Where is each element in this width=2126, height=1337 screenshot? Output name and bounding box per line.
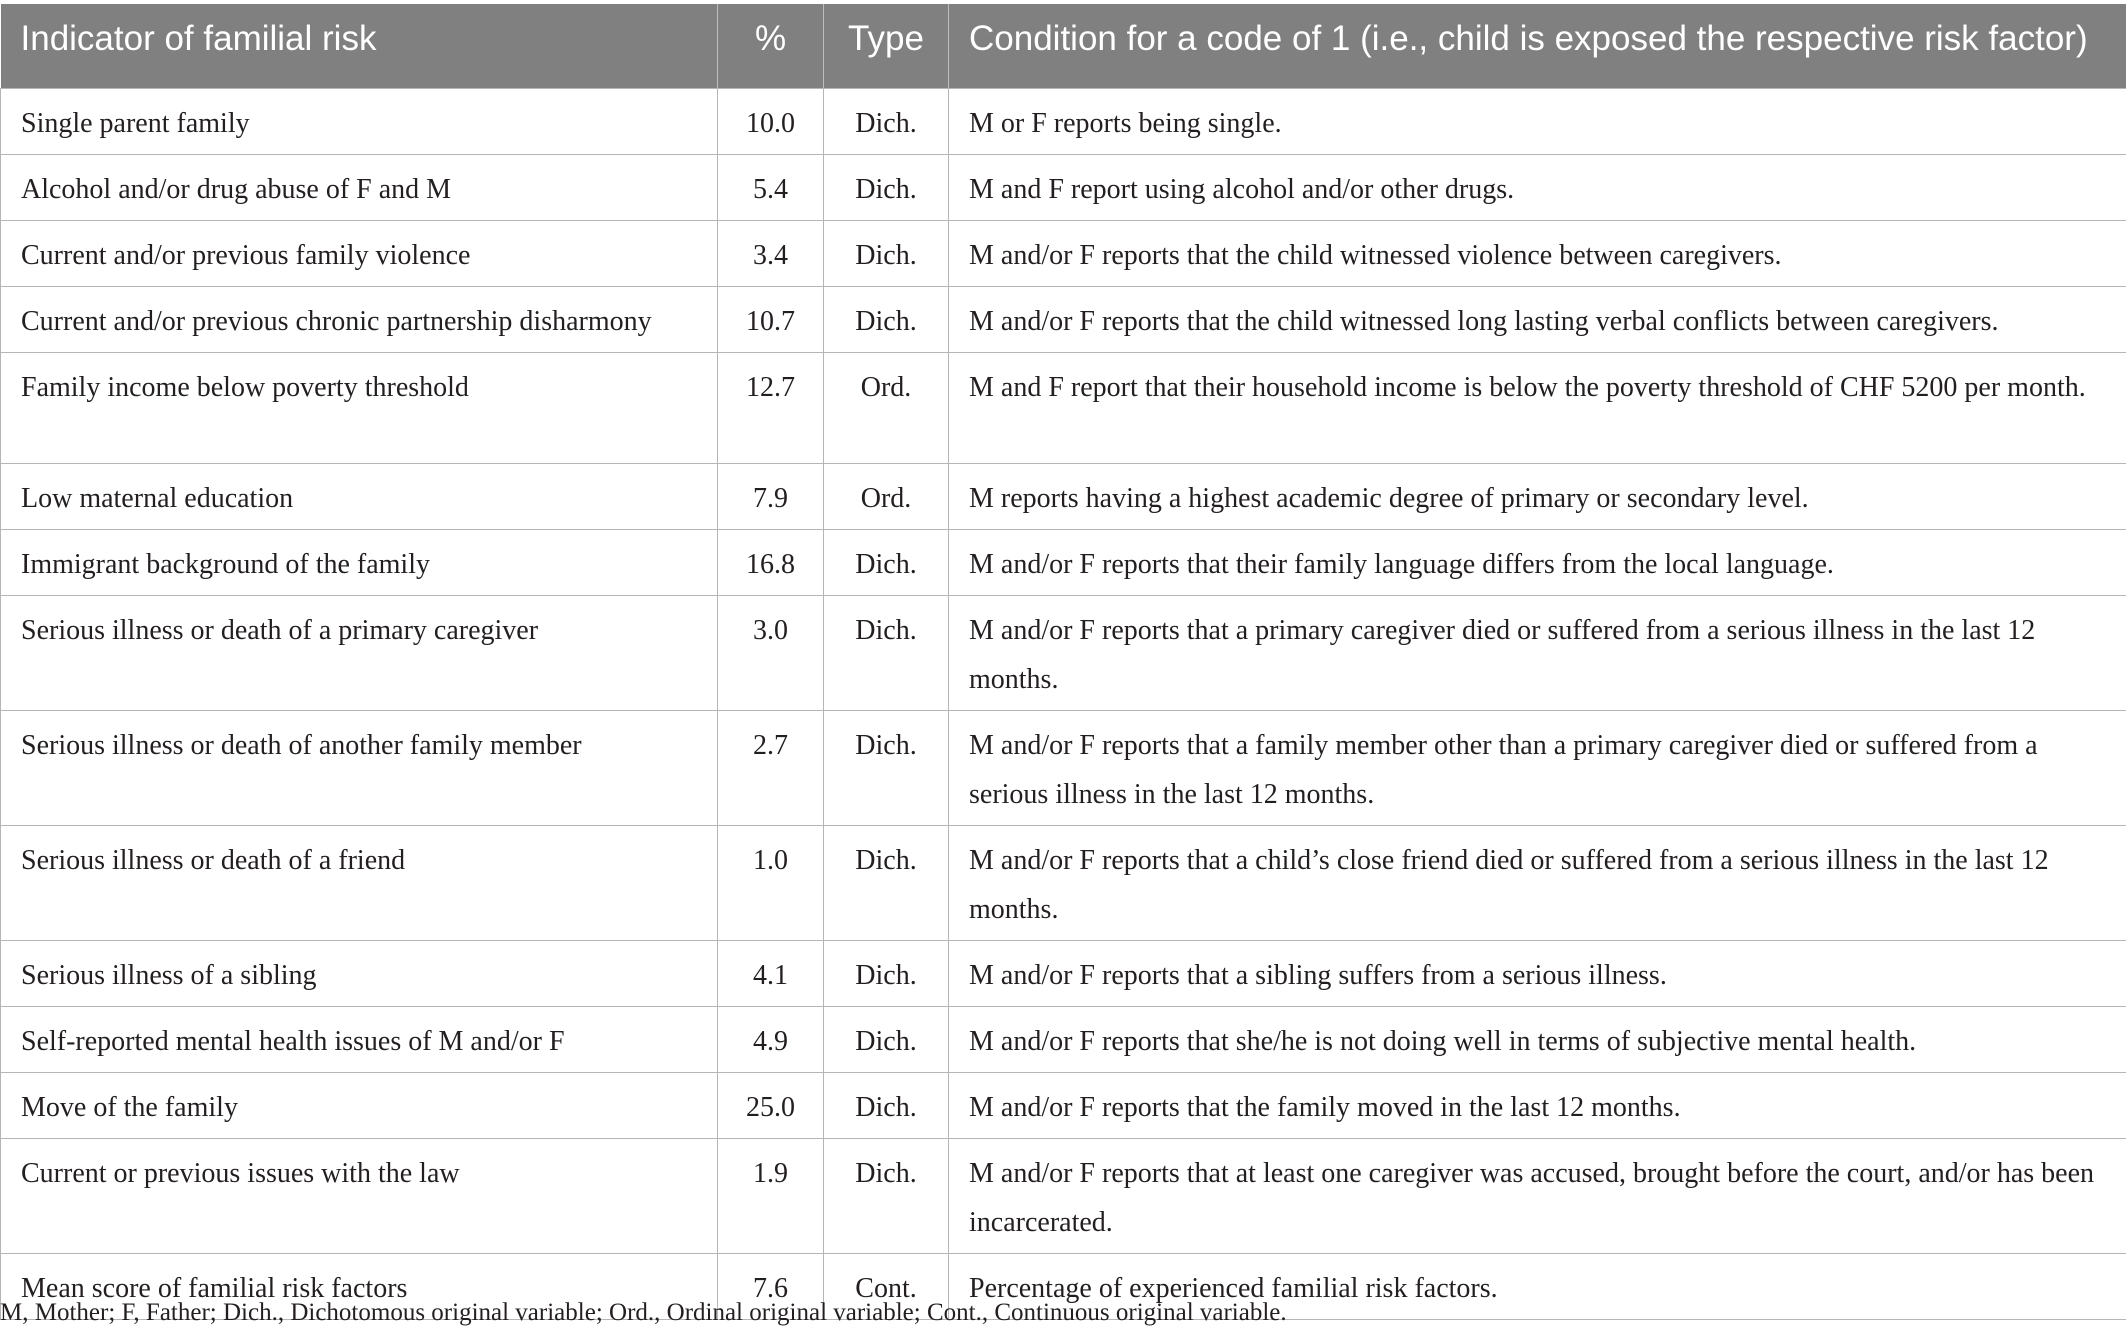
table-row [1, 710, 2126, 825]
table-row [1, 825, 2126, 940]
cell-percent: 3.0 [718, 595, 824, 710]
table-row [1, 154, 2126, 220]
cell-type: Ord. [824, 463, 949, 529]
cell-condition: M and/or F reports that at least one caregiver was accused, brought before the court, and/or has been incarcerated. [949, 1138, 2126, 1253]
cell-percent: 12.7 [718, 352, 824, 463]
cell-type: Ord. [824, 352, 949, 463]
cell-type: Cont. [824, 1253, 949, 1319]
header-type: Type [824, 4, 949, 88]
cell-condition: M or F reports being single. [949, 88, 2126, 154]
cell-indicator: Current or previous issues with the law [1, 1138, 718, 1253]
table-row [1, 529, 2126, 595]
cell-percent: 5.4 [718, 154, 824, 220]
cell-percent: 7.9 [718, 463, 824, 529]
cell-indicator: Current and/or previous family violence [1, 220, 718, 286]
cell-percent: 7.6 [718, 1253, 824, 1319]
table-row [1, 1006, 2126, 1072]
cell-percent: 10.0 [718, 88, 824, 154]
table-row [1, 1138, 2126, 1253]
cell-type: Dich. [824, 154, 949, 220]
cell-indicator: Self-reported mental health issues of M and/or F [1, 1006, 718, 1072]
table-row [1, 463, 2126, 529]
cell-condition: M and F report that their household income is below the poverty threshold of CHF 5200 per month. [949, 352, 2126, 463]
cell-indicator: Mean score of familial risk factors [1, 1253, 718, 1319]
cell-type: Dich. [824, 825, 949, 940]
cell-indicator: Serious illness or death of another family member [1, 710, 718, 825]
cell-percent: 16.8 [718, 529, 824, 595]
cell-indicator: Serious illness of a sibling [1, 940, 718, 1006]
cell-indicator: Family income below poverty threshold [1, 352, 718, 463]
header-percent: % [718, 4, 824, 88]
cell-percent: 2.7 [718, 710, 824, 825]
cell-type: Dich. [824, 1006, 949, 1072]
cell-indicator: Immigrant background of the family [1, 529, 718, 595]
cell-percent: 4.1 [718, 940, 824, 1006]
cell-indicator: Single parent family [1, 88, 718, 154]
cell-percent: 4.9 [718, 1006, 824, 1072]
cell-type: Dich. [824, 88, 949, 154]
cell-condition: M and/or F reports that a family member other than a primary caregiver died or suffered from a serious illness in the last 12 months. [949, 710, 2126, 825]
cell-indicator: Current and/or previous chronic partnership disharmony [1, 286, 718, 352]
cell-percent: 10.7 [718, 286, 824, 352]
table-row [1, 595, 2126, 710]
cell-type: Dich. [824, 595, 949, 710]
cell-indicator: Move of the family [1, 1072, 718, 1138]
risk-factor-table-container [0, 4, 2126, 1320]
table-row [1, 220, 2126, 286]
cell-type: Dich. [824, 1072, 949, 1138]
cell-indicator: Low maternal education [1, 463, 718, 529]
cell-indicator: Serious illness or death of a friend [1, 825, 718, 940]
cell-condition: M reports having a highest academic degree of primary or secondary level. [949, 463, 2126, 529]
cell-indicator: Alcohol and/or drug abuse of F and M [1, 154, 718, 220]
cell-condition: M and/or F reports that the family moved in the last 12 months. [949, 1072, 2126, 1138]
cell-condition: M and/or F reports that the child witnessed violence between caregivers. [949, 220, 2126, 286]
cell-percent: 1.0 [718, 825, 824, 940]
cell-type: Dich. [824, 529, 949, 595]
table-row [1, 352, 2126, 463]
cell-condition: M and/or F reports that the child witnessed long lasting verbal conflicts between caregivers. [949, 286, 2126, 352]
table-row [1, 88, 2126, 154]
cell-condition: M and/or F reports that she/he is not doing well in terms of subjective mental health. [949, 1006, 2126, 1072]
table-row [1, 286, 2126, 352]
cell-condition: M and/or F reports that their family language differs from the local language. [949, 529, 2126, 595]
cell-condition: M and F report using alcohol and/or other drugs. [949, 154, 2126, 220]
cell-type: Dich. [824, 940, 949, 1006]
header-indicator: Indicator of familial risk [1, 4, 718, 88]
cell-percent: 3.4 [718, 220, 824, 286]
cell-condition: M and/or F reports that a child’s close friend died or suffered from a serious illness in the last 12 months. [949, 825, 2126, 940]
cell-percent: 25.0 [718, 1072, 824, 1138]
table-footnote: M, Mother; F, Father; Dich., Dichotomous original variable; Ord., Ordinal original variable; Cont., Continuous original variable. [0, 1299, 1287, 1326]
cell-type: Dich. [824, 710, 949, 825]
table-row [1, 1072, 2126, 1138]
cell-percent: 1.9 [718, 1138, 824, 1253]
table-header-row [1, 4, 2126, 88]
header-condition: Condition for a code of 1 (i.e., child is exposed the respective risk factor) [949, 4, 2126, 88]
cell-condition: M and/or F reports that a primary caregiver died or suffered from a serious illness in the last 12 months. [949, 595, 2126, 710]
cell-type: Dich. [824, 286, 949, 352]
familial-risk-table [0, 4, 2126, 1320]
cell-condition: Percentage of experienced familial risk factors. [949, 1253, 2126, 1319]
cell-condition: M and/or F reports that a sibling suffers from a serious illness. [949, 940, 2126, 1006]
cell-type: Dich. [824, 220, 949, 286]
table-row [1, 940, 2126, 1006]
cell-type: Dich. [824, 1138, 949, 1253]
cell-indicator: Serious illness or death of a primary caregiver [1, 595, 718, 710]
